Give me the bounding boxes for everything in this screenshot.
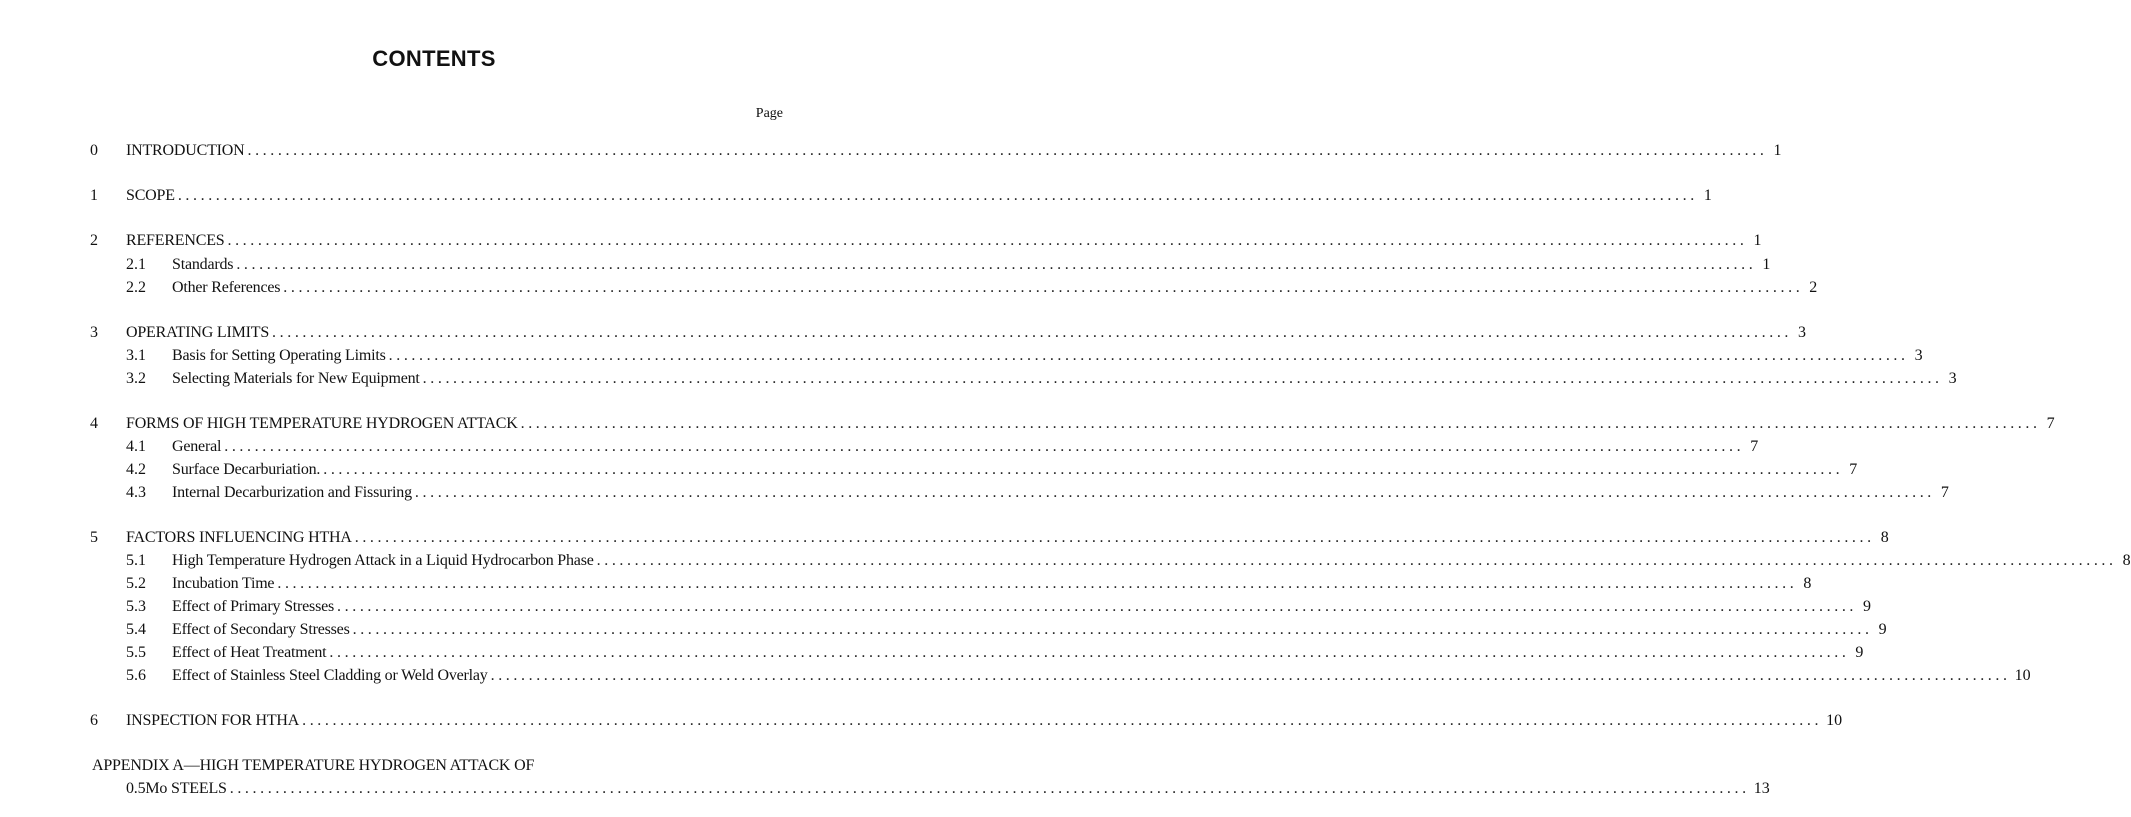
toc-entry-number: 5 <box>90 529 98 546</box>
toc-entry-label: Surface Decarburiation. <box>172 461 321 478</box>
toc-entry-page: 8 <box>2122 552 2131 569</box>
toc-entry-number: 5.6 <box>126 667 146 684</box>
toc-subentry[interactable] <box>126 596 1872 618</box>
dot-leader: ........................................................................................................................................................................................................ <box>490 667 2011 684</box>
dot-leader: ........................................................................................................................................................................................................ <box>352 621 1873 638</box>
toc-entry-number: 3 <box>90 324 98 341</box>
appendix-heading-label: APPENDIX A—HIGH TEMPERATURE HYDROGEN ATTACK OF <box>92 757 535 774</box>
toc-entry-page: 9 <box>1863 598 1872 615</box>
toc-entry-page: 10 <box>1826 712 1843 729</box>
appendix-heading[interactable] <box>92 755 782 777</box>
toc-entry-page: 1 <box>1703 187 1712 204</box>
toc-entry-number: 4 <box>90 415 98 432</box>
toc-entry-label: Effect of Stainless Steel Cladding or Weld Overlay <box>172 667 488 684</box>
toc-entry-number: 3.1 <box>126 347 146 364</box>
toc-entry-number: 5.4 <box>126 621 146 638</box>
toc-entry[interactable] <box>90 710 1843 732</box>
toc-entry-label: FORMS OF HIGH TEMPERATURE HYDROGEN ATTACK <box>126 415 518 432</box>
toc-entry-number: 1 <box>90 187 98 204</box>
dot-leader: ........................................................................................................................................................................................................ <box>247 142 1768 159</box>
appendix-entry-page: 13 <box>1753 780 1770 797</box>
dot-leader: ........................................................................................................................................................................................................ <box>596 552 2117 569</box>
toc-entry[interactable] <box>90 322 1807 344</box>
toc-entry-number: 5.5 <box>126 644 146 661</box>
toc-entry-number: 5.3 <box>126 598 146 615</box>
toc-entry-number: 4.2 <box>126 461 146 478</box>
toc-entry-number: 3.2 <box>126 370 146 387</box>
toc-entry-number: 5.1 <box>126 552 146 569</box>
toc-entry-page: 7 <box>1849 461 1858 478</box>
appendix-entry[interactable] <box>126 778 1770 800</box>
toc-entry-label: Effect of Secondary Stresses <box>172 621 350 638</box>
toc-entry-label: Incubation Time <box>172 575 275 592</box>
toc-entry-page: 9 <box>1855 644 1864 661</box>
toc-entry-page: 1 <box>1753 232 1762 249</box>
dot-leader: ........................................................................................................................................................................................................ <box>283 279 1804 296</box>
dot-leader: ........................................................................................................................................................................................................ <box>422 370 1943 387</box>
dot-leader: ........................................................................................................................................................................................................ <box>388 347 1909 364</box>
toc-entry-label: INTRODUCTION <box>126 142 245 159</box>
toc-entry-page: 7 <box>1750 438 1759 455</box>
toc-subentry[interactable] <box>126 573 1812 595</box>
toc-entry-number: 5.2 <box>126 575 146 592</box>
toc-entry-label: Effect of Primary Stresses <box>172 598 335 615</box>
toc-entry-number: 0 <box>90 142 98 159</box>
toc-entry-page: 1 <box>1762 256 1771 273</box>
dot-leader: ........................................................................................................................................................................................................ <box>236 256 1757 273</box>
toc-entry-page: 8 <box>1880 529 1889 546</box>
toc-subentry[interactable] <box>126 619 1887 641</box>
toc-entry-page: 8 <box>1803 575 1812 592</box>
toc-entry-label: Selecting Materials for New Equipment <box>172 370 420 387</box>
toc-subentry[interactable] <box>126 459 1858 481</box>
toc-entry-number: 2.1 <box>126 256 146 273</box>
toc-entry-label: Standards <box>172 256 234 273</box>
toc-entry[interactable] <box>90 527 1889 549</box>
toc-entry-label: Effect of Heat Treatment <box>172 644 327 661</box>
dot-leader: ........................................................................................................................................................................................................ <box>323 461 1844 478</box>
toc-entry[interactable] <box>90 230 1762 252</box>
toc-entry-page: 10 <box>2014 667 2031 684</box>
toc-entry-page: 1 <box>1773 142 1782 159</box>
toc-subentry[interactable] <box>126 642 1864 664</box>
toc-entry[interactable] <box>90 185 1712 207</box>
page-title: CONTENTS <box>372 46 496 71</box>
toc-entry[interactable] <box>90 140 1782 162</box>
toc-entry[interactable] <box>90 413 2055 435</box>
toc-subentry[interactable] <box>126 277 1818 299</box>
dot-leader: ........................................................................................................................................................................................................ <box>337 598 1858 615</box>
toc-subentry[interactable] <box>126 550 2131 572</box>
toc-entry-label: Basis for Setting Operating Limits <box>172 347 386 364</box>
toc-entry-number: 2.2 <box>126 279 146 296</box>
toc-subentry[interactable] <box>126 436 1759 458</box>
toc-entry-page: 3 <box>1798 324 1807 341</box>
dot-leader: ........................................................................................................................................................................................................ <box>277 575 1798 592</box>
toc-entry-number: 2 <box>90 232 98 249</box>
dot-leader: ........................................................................................................................................................................................................ <box>354 529 1875 546</box>
toc-entry-label: High Temperature Hydrogen Attack in a Liquid Hydrocarbon Phase <box>172 552 594 569</box>
toc-entry-page: 7 <box>1940 484 1949 501</box>
toc-entry-number: 4.3 <box>126 484 146 501</box>
dot-leader: ........................................................................................................................................................................................................ <box>302 712 1823 729</box>
toc-entry-page: 2 <box>1809 279 1818 296</box>
dot-leader: ........................................................................................................................................................................................................ <box>227 232 1748 249</box>
toc-entry-number: 6 <box>90 712 98 729</box>
toc-entry-page: 3 <box>1948 370 1957 387</box>
toc-entry-label: SCOPE <box>126 187 175 204</box>
toc-entry-label: General <box>172 438 222 455</box>
appendix-entry-label: 0.5Mo STEELS <box>126 780 227 797</box>
dot-leader: ........................................................................................................................................................................................................ <box>229 780 1750 797</box>
toc-subentry[interactable] <box>126 665 2031 687</box>
toc-subentry[interactable] <box>126 254 1771 276</box>
toc-entry-label: FACTORS INFLUENCING HTHA <box>126 529 352 546</box>
dot-leader: ........................................................................................................................................................................................................ <box>224 438 1745 455</box>
dot-leader: ........................................................................................................................................................................................................ <box>272 324 1793 341</box>
dot-leader: ........................................................................................................................................................................................................ <box>414 484 1935 501</box>
toc-entry-label: Internal Decarburization and Fissuring <box>172 484 412 501</box>
toc-entry-label: OPERATING LIMITS <box>126 324 270 341</box>
toc-entry-label: INSPECTION FOR HTHA <box>126 712 300 729</box>
toc-entry-label: Other References <box>172 279 281 296</box>
dot-leader: ........................................................................................................................................................................................................ <box>520 415 2041 432</box>
toc-subentry[interactable] <box>126 368 1957 390</box>
toc-entry-page: 7 <box>2046 415 2055 432</box>
toc-entry-label: REFERENCES <box>126 232 225 249</box>
toc-subentry[interactable] <box>126 345 1923 367</box>
dot-leader: ........................................................................................................................................................................................................ <box>329 644 1850 661</box>
toc-entry-page: 3 <box>1914 347 1923 364</box>
toc-entry-number: 4.1 <box>126 438 146 455</box>
dot-leader: ........................................................................................................................................................................................................ <box>177 187 1698 204</box>
page-column-header: Page <box>755 106 783 121</box>
toc-subentry[interactable] <box>126 482 1949 504</box>
toc-entry-page: 9 <box>1878 621 1887 638</box>
